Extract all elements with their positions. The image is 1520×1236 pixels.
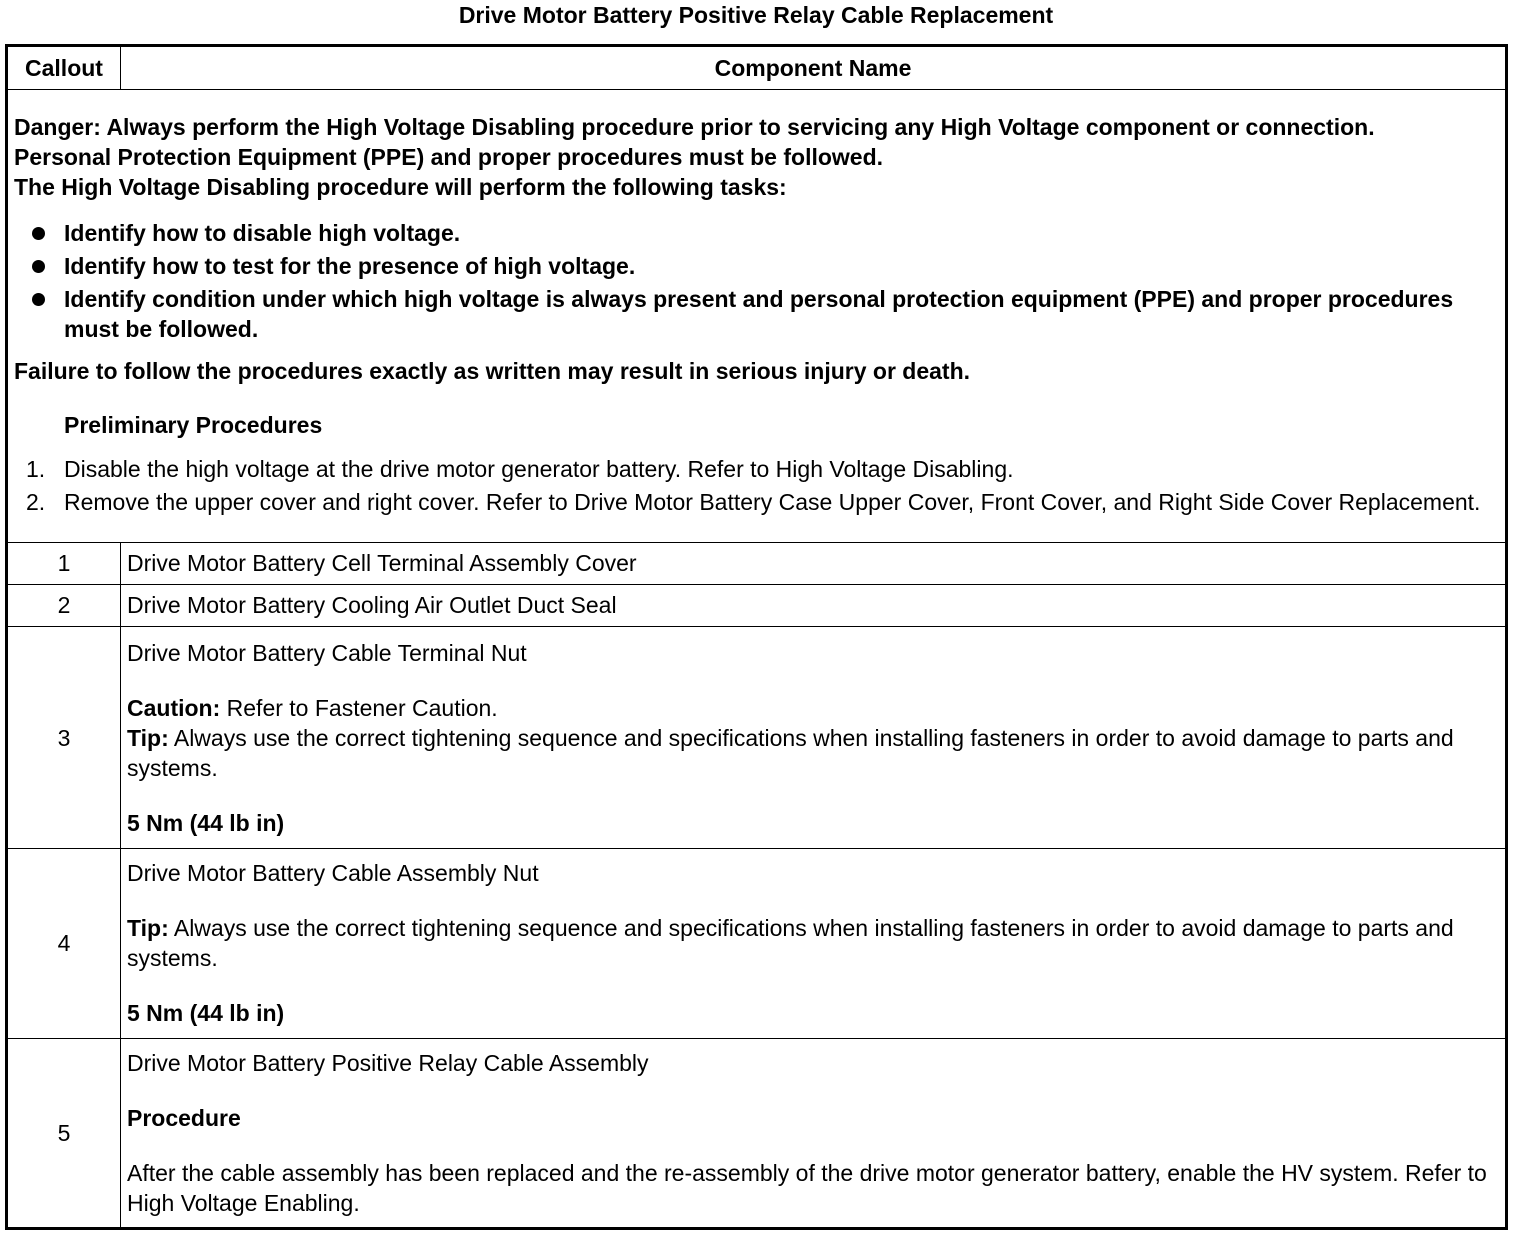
- list-item-text: Identify how to test for the presence of high voltage.: [64, 252, 636, 279]
- table-row: [7, 626, 1507, 849]
- torque-spec: 5 Nm (44 lb in): [127, 1000, 285, 1027]
- procedure-text: After the cable assembly has been replaced and the re-assembly of the drive motor generator battery, enable the HV system. Refer to High Voltage Enabling.: [127, 1159, 1487, 1216]
- list-item: [64, 251, 1499, 281]
- tip-label: Tip:: [127, 724, 169, 751]
- component-detail-cell: [121, 1038, 1507, 1228]
- ppe-line: Personal Protection Equipment (PPE) and proper procedures must be followed.: [14, 143, 884, 170]
- table-row: [7, 542, 1507, 584]
- tip-label: Tip:: [127, 915, 169, 942]
- task-list: [14, 218, 1499, 344]
- bullet-icon: [32, 260, 45, 273]
- step-text: Remove the upper cover and right cover. Refer to Drive Motor Battery Case Upper Cover, Front Cover, and Right Side Cover Replacement.: [64, 488, 1481, 515]
- tip-text: Always use the correct tightening sequence and specifications when installing fasteners in order to avoid damage to parts and systems.: [127, 915, 1454, 972]
- callout-cell: 4: [7, 849, 121, 1038]
- component-name: Drive Motor Battery Cable Terminal Nut: [127, 639, 527, 666]
- danger-text: Always perform the High Voltage Disabling procedure prior to servicing any High Voltage component or connection.: [100, 113, 1375, 140]
- component-name: Drive Motor Battery Cable Assembly Nut: [127, 860, 539, 887]
- caution-text: Refer to Fastener Caution.: [220, 694, 498, 721]
- list-item-text: Identify how to disable high voltage.: [64, 219, 461, 246]
- step-number: 1.: [26, 455, 46, 482]
- table-row: [7, 849, 1507, 1038]
- component-detail-cell: [121, 849, 1507, 1038]
- tip-note: [127, 913, 1499, 973]
- tip-text: Always use the correct tightening sequence and specifications when installing fasteners in order to avoid damage to parts and systems.: [127, 724, 1454, 781]
- danger-warning: [14, 112, 1499, 142]
- danger-label: Danger:: [14, 113, 101, 140]
- procedure-heading: Procedure: [127, 1104, 241, 1131]
- callout-cell: 2: [7, 584, 121, 626]
- preliminary-procedures-heading: Preliminary Procedures: [64, 411, 323, 438]
- component-name: Drive Motor Battery Positive Relay Cable Assembly: [127, 1049, 649, 1076]
- component-name-column-header: Component Name: [121, 46, 1507, 90]
- callout-cell: 5: [7, 1038, 121, 1228]
- table-row: [7, 1038, 1507, 1228]
- component-name-cell: Drive Motor Battery Cell Terminal Assembly Cover: [121, 542, 1507, 584]
- list-item: [64, 284, 1499, 344]
- callout-cell: 3: [7, 626, 121, 849]
- step-item: [26, 454, 1499, 484]
- intro-row: [7, 90, 1507, 543]
- tasks-line: The High Voltage Disabling procedure will perform the following tasks:: [14, 173, 787, 200]
- step-number: 2.: [26, 488, 46, 515]
- step-text: Disable the high voltage at the drive motor generator battery. Refer to High Voltage Disabling.: [64, 455, 1014, 482]
- component-name-cell: Drive Motor Battery Cooling Air Outlet Duct Seal: [121, 584, 1507, 626]
- component-detail-cell: [121, 626, 1507, 849]
- caution-note: [127, 693, 1499, 723]
- callout-cell: 1: [7, 542, 121, 584]
- preliminary-steps: [14, 454, 1499, 517]
- failure-warning: Failure to follow the procedures exactly as written may result in serious injury or death.: [14, 357, 971, 384]
- list-item: [64, 218, 1499, 248]
- list-item-text: Identify condition under which high voltage is always present and personal protection equipment (PPE) and proper procedures must be followed.: [64, 285, 1454, 342]
- safety-intro: [7, 90, 1507, 543]
- callout-column-header: Callout: [7, 46, 121, 90]
- caution-label: Caution:: [127, 694, 221, 721]
- component-table: [5, 44, 1508, 1230]
- bullet-icon: [32, 227, 45, 240]
- tip-note: [127, 723, 1499, 783]
- table-row: [7, 584, 1507, 626]
- table-header-row: [7, 46, 1507, 90]
- step-item: [26, 487, 1499, 517]
- bullet-icon: [32, 293, 45, 306]
- torque-spec: 5 Nm (44 lb in): [127, 809, 285, 836]
- document-title: Drive Motor Battery Positive Relay Cable Replacement: [458, 2, 1054, 28]
